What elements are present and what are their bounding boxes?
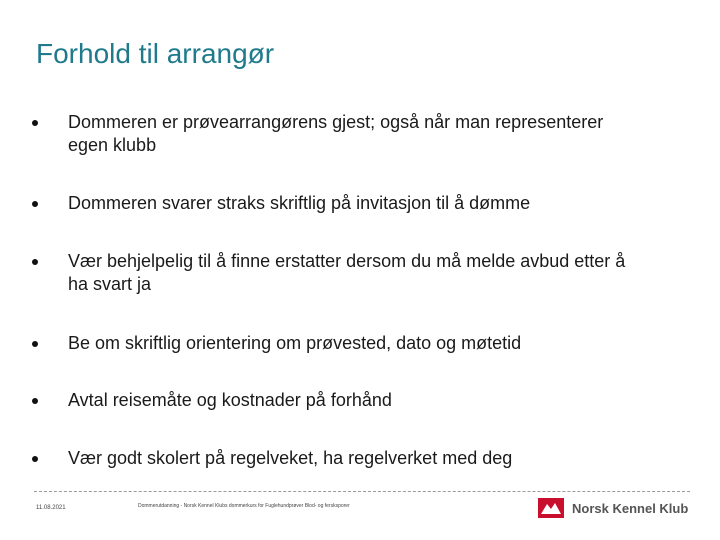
slide-title: Forhold til arrangør bbox=[36, 38, 275, 69]
logo-text: Norsk Kennel Klub bbox=[572, 500, 689, 516]
bullet-dot-icon bbox=[32, 456, 38, 462]
footer-divider bbox=[34, 491, 690, 492]
bullet-dot-icon bbox=[32, 120, 38, 126]
bullet-text: Avtal reisemåte og kostnader på forhånd bbox=[68, 390, 392, 410]
bullet-text: Be om skriftlig orientering om prøvested, dato og møtetid bbox=[68, 333, 522, 353]
bullet-item bbox=[32, 447, 672, 470]
footer-note: Dommerutdanning - Norsk Kennel Klubs dommerkurs for Fuglehundprøver Blod- og fersksporer bbox=[138, 503, 350, 509]
bullet-dot-icon bbox=[32, 341, 38, 347]
nkk-logo bbox=[538, 498, 688, 518]
bullet-dot-icon bbox=[32, 201, 38, 207]
bullet-dot-icon bbox=[32, 259, 38, 265]
footer-date: 11.08.2021 bbox=[36, 505, 66, 511]
nkk-logo-icon bbox=[538, 498, 564, 518]
bullet-item bbox=[32, 111, 672, 157]
bullet-item bbox=[32, 250, 672, 296]
bullet-text: Vær behjelpelig til å finne erstatter dersom du må melde avbud etter å ha svart ja bbox=[68, 251, 626, 294]
bullet-item bbox=[32, 389, 672, 412]
bullet-text: Vær godt skolert på regelveket, ha regelverket med deg bbox=[68, 448, 513, 468]
bullet-item bbox=[32, 192, 672, 215]
bullet-text: Dommeren er prøvearrangørens gjest; også når man representerer egen klubb bbox=[68, 112, 604, 155]
bullet-item bbox=[32, 332, 672, 355]
bullet-dot-icon bbox=[32, 398, 38, 404]
bullet-text: Dommeren svarer straks skriftlig på invitasjon til å dømme bbox=[68, 193, 531, 213]
